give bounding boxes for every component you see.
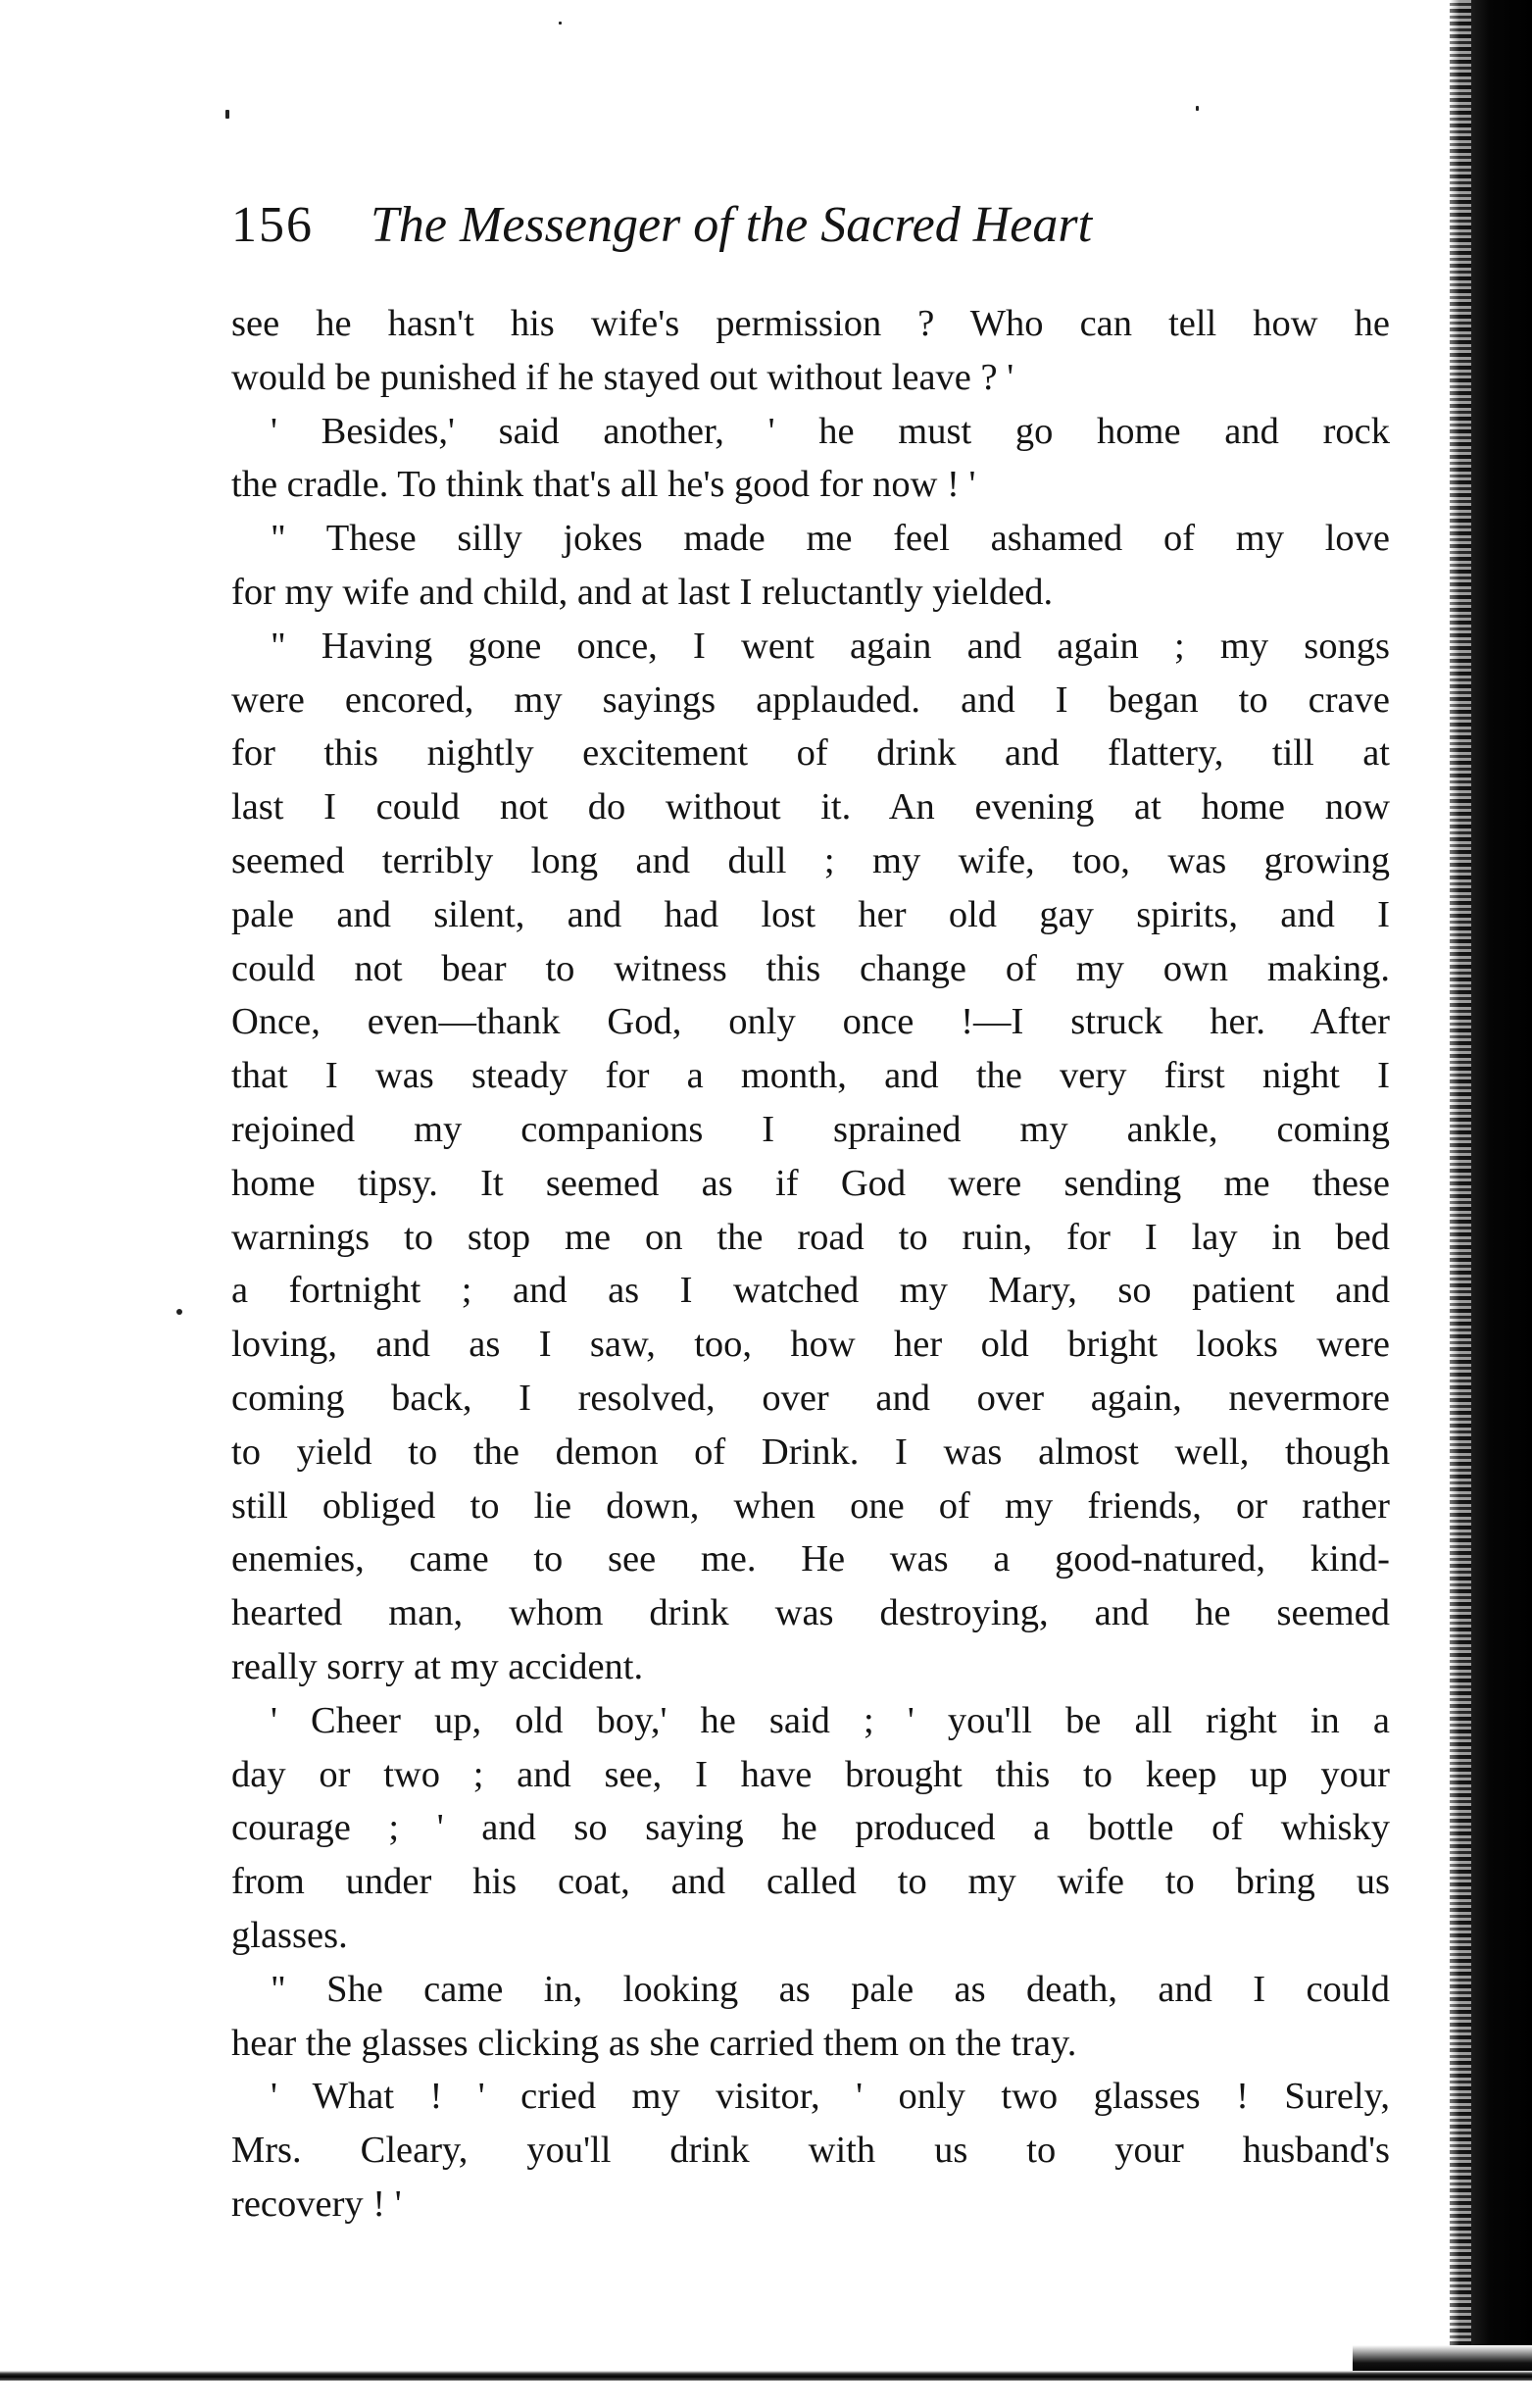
text-line: enemies, came to see me. He was a good-natured, kind-	[231, 1538, 1390, 1580]
running-header	[231, 196, 1231, 265]
text-line: a fortnight ; and as I watched my Mary, so patient and	[231, 1270, 1390, 1312]
text-line: warnings to stop me on the road to ruin, for I lay in bed	[231, 1216, 1390, 1258]
text-line: ' Cheer up, old boy,' he said ; ' you'll be all right in a	[271, 1699, 1390, 1741]
body-text	[231, 297, 1390, 2232]
text-line: from under his coat, and called to my wife to bring us	[231, 1861, 1390, 1903]
page-bottom-edge	[0, 2371, 1532, 2381]
page-number: 156	[231, 197, 314, 253]
text-line: for this nightly excitement of drink and flattery, till at	[231, 732, 1390, 775]
text-line: still obliged to lie down, when one of my friends, or rather	[231, 1484, 1390, 1527]
text-line: could not bear to witness this change of my own making.	[231, 947, 1390, 989]
text-line: seemed terribly long and dull ; my wife, too, was growing	[231, 839, 1390, 881]
text-line: for my wife and child, and at last I reluctantly yielded.	[231, 571, 1054, 613]
print-speck	[559, 22, 562, 25]
page-edge-texture	[1450, 0, 1471, 2348]
text-line: last I could not do without it. An evening at home now	[231, 786, 1390, 828]
text-line: recovery ! '	[231, 2182, 402, 2225]
text-line: hear the glasses clicking as she carried them on the tray.	[231, 2022, 1077, 2064]
text-line: that I was steady for a month, and the very first night I	[231, 1055, 1390, 1097]
text-line: really sorry at my accident.	[231, 1645, 644, 1687]
text-line: " Having gone once, I went again and again ; my songs	[271, 625, 1390, 667]
text-line: ' Besides,' said another, ' he must go home and rock	[271, 410, 1390, 452]
text-line: coming back, I resolved, over and over again, nevermore	[231, 1377, 1390, 1419]
text-line: " She came in, looking as pale as death, and I could	[271, 1968, 1390, 2010]
text-line: loving, and as I saw, too, how her old bright looks were	[231, 1324, 1390, 1366]
text-line: day or two ; and see, I have brought this to keep up your	[231, 1753, 1390, 1795]
text-line: Once, even—thank God, only once !—I struck her. After	[231, 1001, 1390, 1043]
text-line: " These silly jokes made me feel ashamed of my love	[271, 518, 1390, 560]
text-line: were encored, my sayings applauded. and I began to crave	[231, 678, 1390, 721]
text-line: hearted man, whom drink was destroying, and he seemed	[231, 1592, 1390, 1634]
text-line: would be punished if he stayed out without leave ? '	[231, 356, 1014, 398]
margin-mark	[176, 1309, 182, 1315]
text-line: Mrs. Cleary, you'll drink with us to your husband's	[231, 2130, 1390, 2172]
text-line: pale and silent, and had lost her old gay spirits, and I	[231, 893, 1390, 935]
print-speck	[1196, 106, 1199, 111]
running-title: The Messenger of the Sacred Heart	[371, 197, 1093, 253]
text-line: the cradle. To think that's all he's good for now ! '	[231, 464, 976, 506]
text-line: ' What ! ' cried my visitor, ' only two glasses ! Surely,	[271, 2076, 1390, 2118]
text-line: home tipsy. It seemed as if God were sending me these	[231, 1162, 1390, 1204]
print-speck	[225, 110, 229, 119]
text-line: see he hasn't his wife's permission ? Who can tell how he	[231, 303, 1390, 344]
text-line: to yield to the demon of Drink. I was almost well, though	[231, 1430, 1390, 1473]
text-line: glasses.	[231, 1914, 348, 1956]
text-line: courage ; ' and so saying he produced a bottle of whisky	[231, 1807, 1390, 1849]
text-line: rejoined my companions I sprained my ankle, coming	[231, 1108, 1390, 1150]
